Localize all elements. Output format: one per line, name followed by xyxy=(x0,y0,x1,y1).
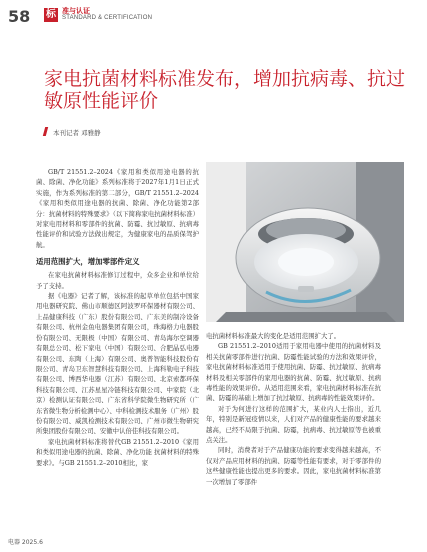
category-title: 准与认证 xyxy=(62,7,90,15)
paragraph: 同时，消费者对于产品健康功能的要求变得越来越高，不仅对产品应用材料的抗菌、防霉等性能有要求，对于零部件的这些健康性能也提出更多的要求。因此，家电抗菌材料标准第一次增加了零部件 xyxy=(206,446,381,486)
intro-paragraph: GB/T 21551.2–2024《家用和类似用途电器的抗菌、除菌、净化功能》系列标准将于2027年1月1日正式实施，作为系列标准的第二部分，GB/T 21551.2–2024《家用和类似用途电器的抗菌、除菌、净化功能第2部分：抗菌材料的特殊要求》（以下简称家电抗菌材料标准）对家电用材料和零部件的抗菌、防霉、抗过敏原、抗病毒性能评价和试验方法做出规定，为健康家电的品质保驾护航。 xyxy=(36,168,199,249)
footer: 电器 2025.6 xyxy=(8,539,43,546)
appliance-product-photo-icon xyxy=(206,162,404,322)
paragraph: GB 21551.2–2010适用于家用电器中使用的抗菌材料及相关抗菌零部件进行抗菌、防霉性能试验的方法和效果评价，家电抗菌材料标准适用于使用抗菌、防霉、抗过敏原、抗病毒材料及相关零部件的家用电器的抗菌、防霉、抗过敏原、抗病毒性能的效果评价。从适用范围来看，家电抗菌材料标准在抗菌、防霉的基础上增加了抗过敏原、抗病毒的性能效果评价。 xyxy=(206,342,381,403)
paragraph: 电抗菌材料标准最大的变化是适用范围扩大了。 xyxy=(206,332,341,340)
paragraph: 据《电器》记者了解，该标准的起草单位包括中国家用电器研究院、佛山市顺德区阿波罗环保器材有限公司、上品健康科技（广东）股份有限公司、广东美的制冷设备有限公司、杭州金鱼电器集团有限公司，珠海格力电器股份有限公司、无限极（中国）有限公司、青岛海尔空调器有限总公司、松下家电（中国）有限公司、合肥晶弘电器有限公司、东陶（上海）有限公司、奥普智能科技股份有限公司、青岛卫东智慧科技有限公司、上海科勒电子科技有限公司、博西华电器（江苏）有限公司、北京索都环保科技有限公司、江苏星星冷链科技有限公司、中家院（北京）检测认证有限公司、广东省科学院微生物研究所（广东省微生物分析检测中心）、中科检测技术服务（广州）股份有限公司、威凯检测技术有限公司、广州市微生物研究所集团股份有限公司、安徽中认倍佳科技有限公司。 xyxy=(36,292,199,436)
page-number: 58 xyxy=(8,7,31,26)
byline-mark xyxy=(43,127,48,136)
article-title: 家电抗菌材料标准发布，增加抗病毒、抗过敏原性能评价 xyxy=(44,68,406,112)
byline-text: 本刊记者 邓雅静 xyxy=(53,129,101,137)
paragraph: 对于为何进行这样的范围扩大，某业内人士指出，近几年，特别是新冠疫情以来，人们对产品的健康性能的要求越来越高，已经不局限于抗菌、防霉，抗病毒、抗过敏原等也被重点关注。 xyxy=(206,404,381,445)
left-column xyxy=(36,167,199,468)
byline xyxy=(44,127,101,137)
section-heading: 适用范围扩大，增加零部件定义 xyxy=(36,257,140,267)
paragraph: 家电抗菌材料标准将替代GB 21551.2–2010《家用和类似用途电器的抗菌、除菌、净化功能 抗菌材料的特殊要求》。与GB 21551.2–2010相比，家 xyxy=(36,437,199,467)
right-column xyxy=(206,331,381,487)
category-subtitle: STANDARD & CERTIFICATION xyxy=(62,15,153,21)
product-photo xyxy=(206,162,404,322)
category-badge: 标 xyxy=(46,9,56,20)
paragraph: 在家电抗菌材料标准修订过程中，众多企业和单位给予了支持。 xyxy=(36,271,199,290)
